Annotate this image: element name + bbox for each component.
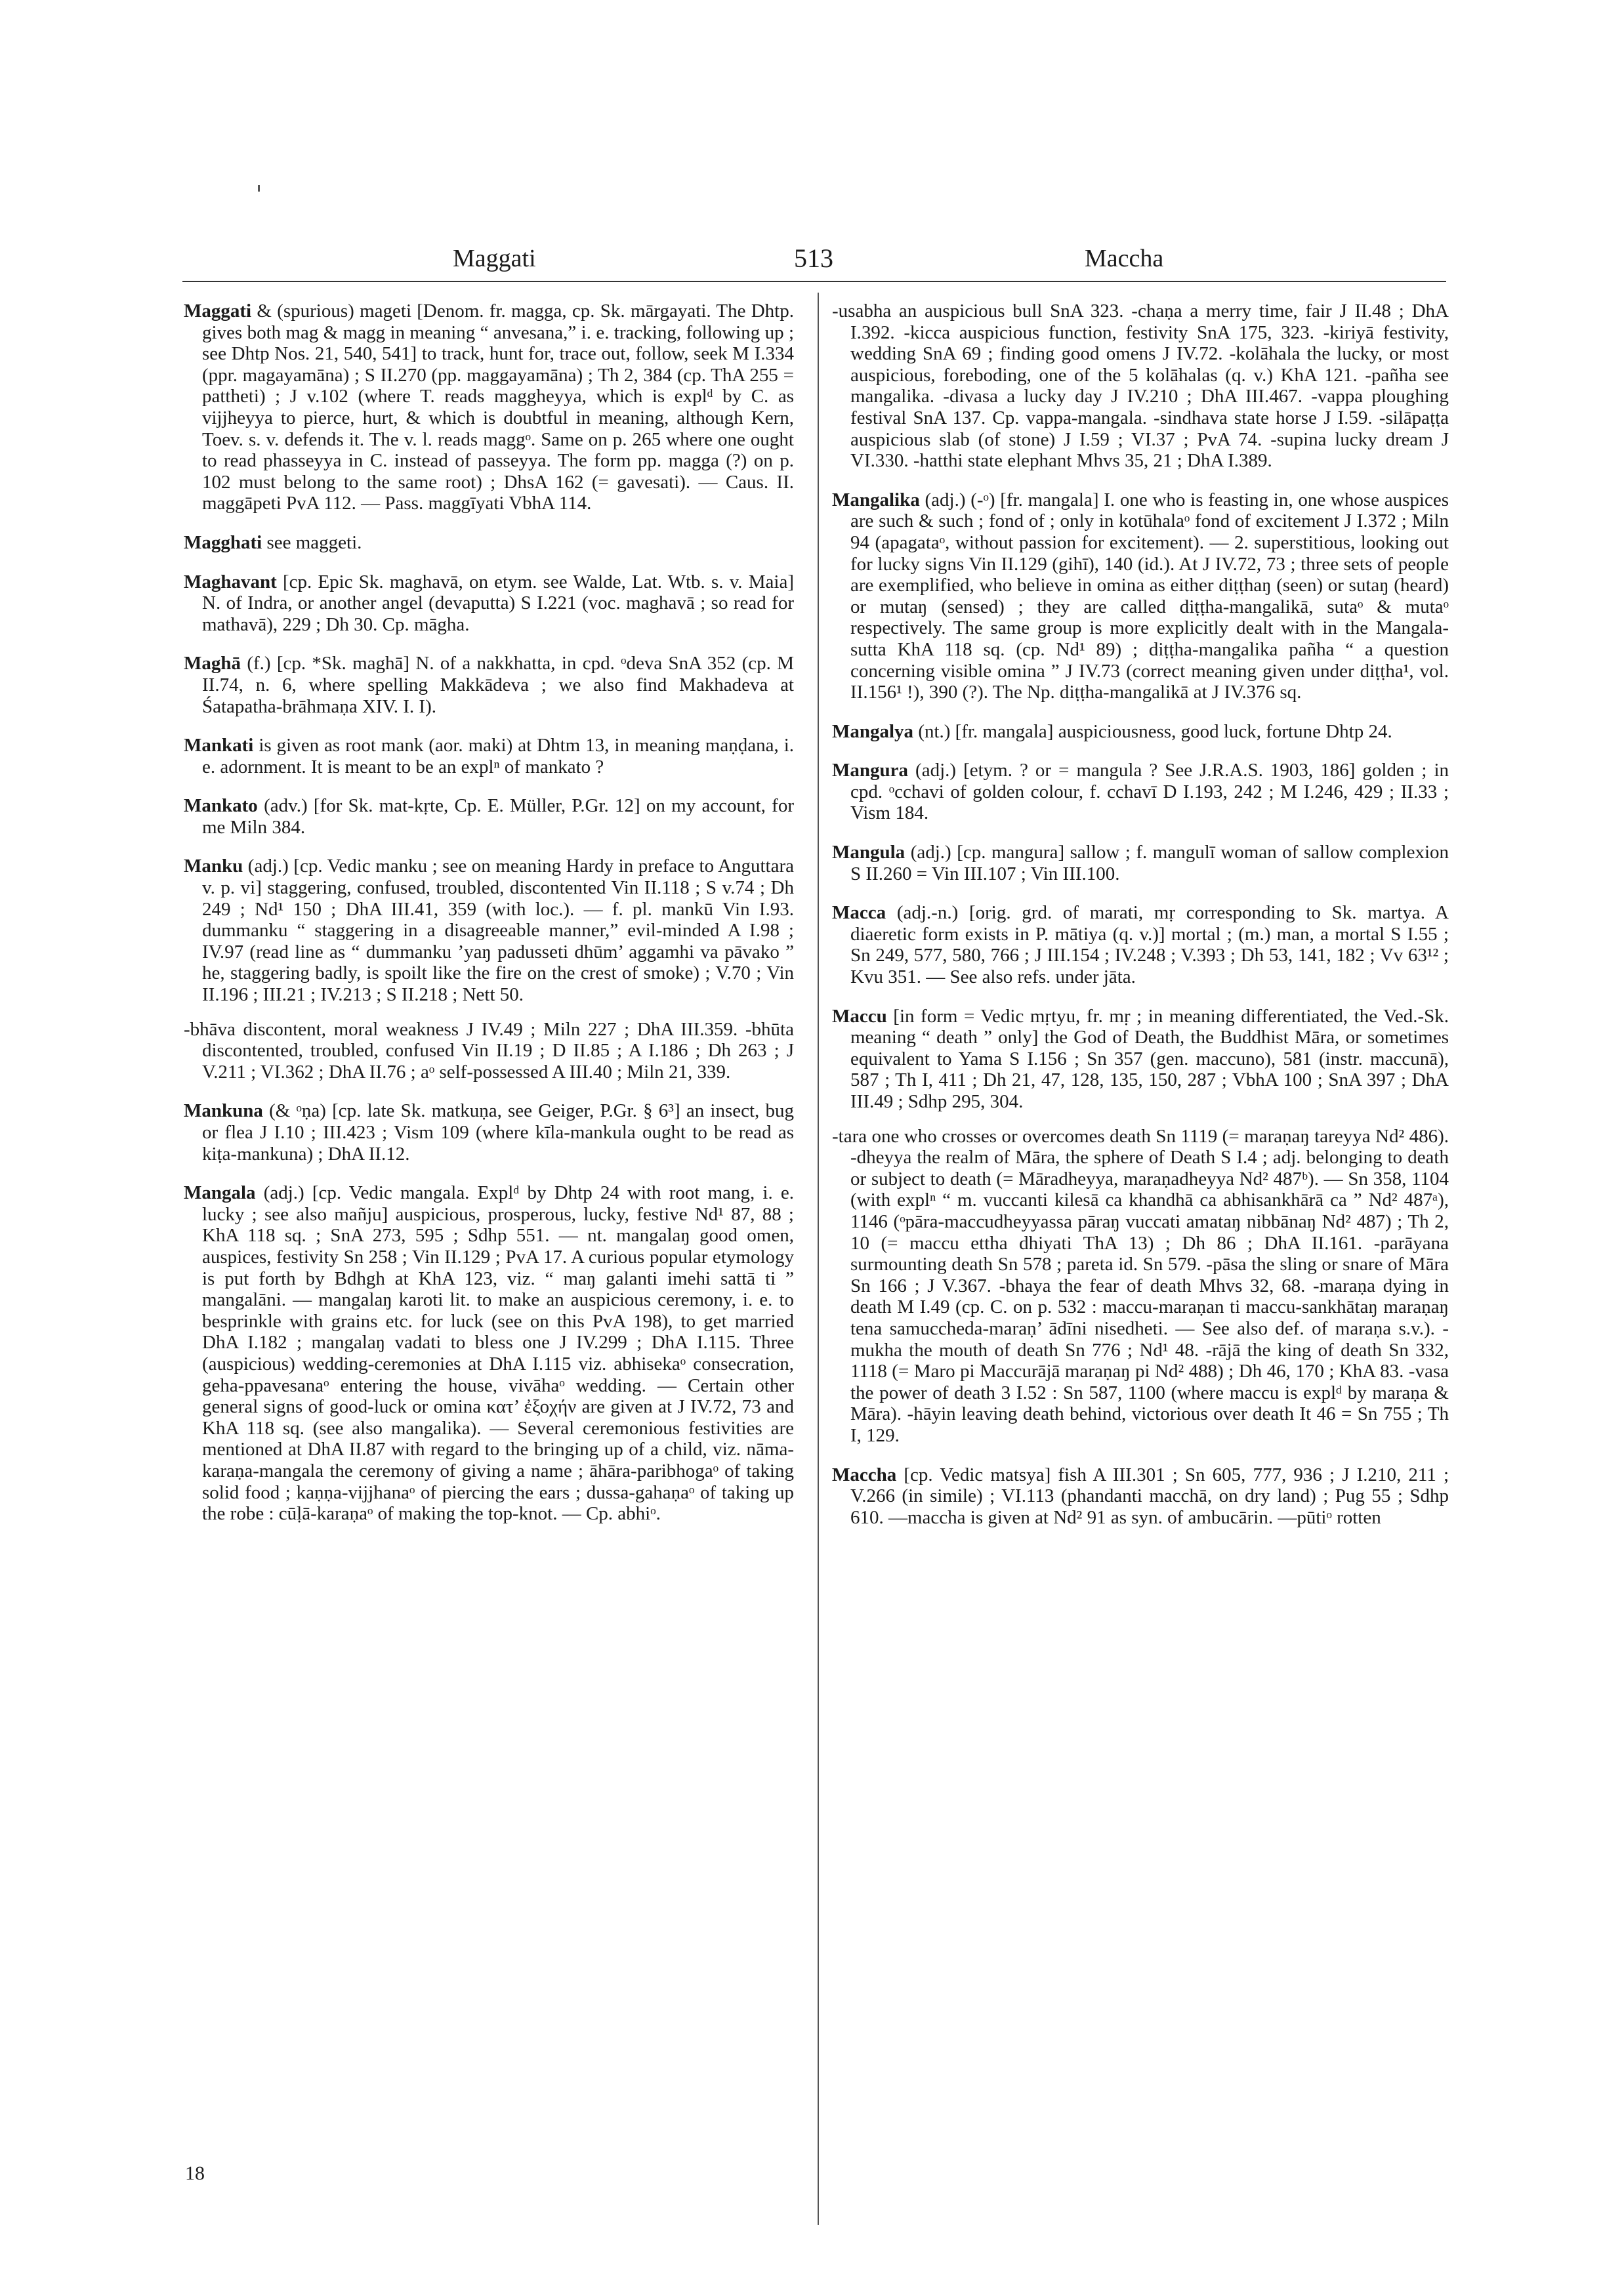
entry-text: (adj.-n.) [orig. grd. of marati, mṛ corresponding to Sk. martya. A diaeretic form exists in P. mātiya (q. v.)] mortal ; (m.) man, a mortal S I.55 ; Sn 249, 577, 580, 766 ; J III.154 ; IV.248 ; V.393 ; Dh 53, 141, 182 ; Vv 63¹² ; Kvu 351. — See also refs. under jāta. xyxy=(850,902,1449,988)
entry-text: (adj.) [cp. Vedic manku ; see on meaning Hardy in preface to Anguttara v. p. vi] staggering, confused, troubled, discontented Vin II.118 ; S v.74 ; Dh 249 ; Nd¹ 150 ; DhA III.41, 359 (with loc.). — f. pl. mankū Vin I.93. dummanku “ staggering in a disagreeable manner,” evil-minded A I.98 ; IV.97 (read line as “ dummanku ’yaŋ padusseti dhūm’ aggamhi va pāvako ” he, staggering badly, is spoilt like the fire on the crest of smoke) ; V.70 ; Vin II.196 ; III.21 ; IV.213 ; S II.218 ; Nett 50. xyxy=(202,856,794,1006)
headword: Mangalika xyxy=(832,489,920,510)
left-column xyxy=(184,300,794,1542)
headword: Maghavant xyxy=(184,571,277,592)
page-number: 513 xyxy=(794,243,833,273)
entry-mangalika xyxy=(832,489,1449,703)
entry-text: (adv.) [for Sk. mat-kṛte, Cp. E. Müller, P.Gr. 12] on my account, for me Miln 384. xyxy=(202,795,794,838)
entry-text: [cp. Vedic matsya] fish A III.301 ; Sn 605, 777, 936 ; J I.210, 211 ; V.266 (in simile) ; VI.113 (phandanti macchā, on dry land) ; Pug 55 ; Sdhp 610. —maccha is given at Nd² 91 as syn. of ambucārin. —pūtiᵒ rotten xyxy=(850,1464,1449,1528)
entry-mankuna xyxy=(184,1100,794,1165)
entry-text: [cp. Epic Sk. maghavā, on etym. see Walde, Lat. Wtb. s. v. Maia] N. of Indra, or another angel (devaputta) S I.221 (voc. maghavā ; so read for mathavā), 229 ; Dh 30. Cp. māgha. xyxy=(202,571,794,635)
entry-mankati xyxy=(184,735,794,777)
entry-text: (nt.) [fr. mangala] auspiciousness, good luck, fortune Dhtp 24. xyxy=(918,720,1392,742)
headword: Mankuna xyxy=(184,1100,263,1122)
headword: Mangura xyxy=(832,760,908,781)
entry-manku-compounds xyxy=(184,1019,794,1083)
headword: Maccha xyxy=(832,1464,897,1485)
headword: Macca xyxy=(832,902,886,924)
entry-text: (adj.) [etym. ? or = mangula ? See J.R.A.S. 1903, 186] golden ; in cpd. ᵒcchavi of golden colour, f. cchavī D I.193, 242 ; M I.246, 429 ; II.33 ; Vism 184. xyxy=(850,760,1449,824)
headword: Mankato xyxy=(184,795,258,817)
headword: Maggati xyxy=(184,300,252,321)
entry-maghavant xyxy=(184,571,794,636)
headword: Mankati xyxy=(184,735,254,756)
entry-manku xyxy=(184,856,794,1005)
entry-text: see maggeti. xyxy=(266,531,362,553)
headword: Maccu xyxy=(832,1005,887,1027)
entry-text: -usabha an auspicious bull SnA 323. -chaṇa a merry time, fair J II.48 ; DhA I.392. -kicca auspicious function, festivity SnA 175, 323. -kiriyā festivity, wedding SnA 69 ; finding good omens J IV.72. -kolāhala the lucky, or most auspicious, foreboding, one of the 5 kolāhalas (q. v.) KhA 121. -pañha see mangalika. -divasa a lucky day J IV.210 ; DhA III.467. -vappa ploughing festival SnA 137. Cp. vappa-mangala. -sindhava state horse J I.59. -silāpaṭṭa auspicious slab (of stone) J I.59 ; VI.37 ; PvA 74. -supina lucky dream J VI.330. -hatthi state elephant Mhvs 35, 21 ; DhA I.389. xyxy=(832,300,1449,472)
entry-text: -bhāva discontent, moral weakness J IV.49 ; Miln 227 ; DhA III.359. -bhūta discontented, troubled, confused Vin II.19 ; D II.85 ; A I.186 ; Dh 263 ; J V.211 ; VI.362 ; DhA II.76 ; aᵒ self-possessed A III.40 ; Miln 21, 339. xyxy=(184,1018,794,1083)
column-divider xyxy=(818,293,819,2225)
entry-text: (adj.) (-ᵒ) [fr. mangala] I. one who is feasting in, one whose auspices are such & such ; fond of ; only in kotūhalaᵒ fond of excitement J I.372 ; Miln 94 (apagataᵒ, without passion for excitement). — 2. superstitious, looking out for lucky signs Vin II.129 (gihī), 140 (id.). At J IV.72, 73 ; three sets of people are exemplified, who believe in omina as either diṭṭhaŋ (seen) or sutaŋ (heard) or mutaŋ (sensed) ; they are called diṭṭha-mangalikā, sutaᵒ & mutaᵒ respectively. The same group is more explicitly dealt with in the Mangala-sutta KhA 118 sq. (cp. Nd¹ 89) ; diṭṭha-mangalika pañha “ a question concerning visible omina ” J IV.73 (correct meaning given under diṭṭha¹, vol. II.156¹ !), 390 (?). The Np. diṭṭha-mangalikā at J IV.376 sq. xyxy=(850,489,1449,703)
entry-magha xyxy=(184,653,794,717)
running-head-left: Maggati xyxy=(453,245,536,272)
running-head-right: Maccha xyxy=(1085,245,1164,272)
entry-macca xyxy=(832,902,1449,987)
right-column xyxy=(832,300,1449,1546)
entry-mangula xyxy=(832,842,1449,884)
entry-mangura xyxy=(832,760,1449,824)
entry-text: (& ᵒṇa) [cp. late Sk. matkuṇa, see Geiger, P.Gr. § 6³] an insect, bug or flea J I.10 ; III.423 ; Vism 109 (where kīla-mankula ought to be read as kiṭa-mankuna) ; DhA II.12. xyxy=(202,1100,794,1165)
headword: Mangula xyxy=(832,842,906,863)
entry-mangalya xyxy=(832,721,1449,743)
entry-magghati xyxy=(184,532,794,554)
entry-maggati xyxy=(184,300,794,514)
signature-mark: 18 xyxy=(185,2162,205,2184)
entry-text: [in form = Vedic mṛtyu, fr. mṛ ; in meaning differentiated, the Ved.-Sk. meaning “ death ” only] the God of Death, the Buddhist Māra, or sometimes equivalent to Yama S I.156 ; Sn 357 (gen. maccuno), 581 (instr. maccunā), 587 ; Th I, 411 ; Dh 21, 47, 128, 135, 150, 287 ; VbhA 100 ; SnA 397 ; DhA III.49 ; Sdhp 295, 304. xyxy=(850,1005,1449,1112)
entry-maccu-compounds xyxy=(832,1126,1449,1447)
entry-maccu xyxy=(832,1006,1449,1113)
headword: Maghā xyxy=(184,653,241,674)
headword: Magghati xyxy=(184,531,262,553)
header-rule xyxy=(182,281,1446,282)
headword: Mangala xyxy=(184,1182,256,1204)
entry-maccha xyxy=(832,1464,1449,1529)
entry-text: (adj.) [cp. Vedic mangala. Explᵈ by Dhtp 24 with root mang, i. e. lucky ; see also mañju] auspicious, prosperous, lucky, festive Nd¹ 87, 88 ; KhA 118 sq. ; SnA 273, 595 ; Sdhp 551. — nt. mangalaŋ good omen, auspices, festivity Sn 258 ; Vin II.129 ; PvA 17. A curious popular etymology is put forth by Bdhgh at KhA 123, viz. “ maŋ galanti imehi sattā ti ” mangalāni. — mangalaŋ karoti lit. to make an auspicious ceremony, i. e. to besprinkle with grains etc. for luck (see on this PvA 198), to get married DhA I.182 ; mangalaŋ vadati to bless one J IV.299 ; DhA I.115. Three (auspicious) wedding-ceremonies at DhA I.115 viz. abhisekaᵒ consecration, geha-ppavesanaᵒ entering the house, vivāhaᵒ wedding. — Certain other general signs of good-luck or omina κατ’ ἐξοχήν are given at J IV.72, 73 and KhA 118 sq. (see also mangalika). — Several ceremonious festivities are mentioned at DhA II.87 with regard to the bringing up of a child, viz. nāma-karaṇa-mangala the ceremony of giving a name ; āhāra-paribhogaᵒ of taking solid food ; kaṇṇa-vijjhanaᵒ of piercing the ears ; dussa-gahaṇaᵒ of taking up the robe : cūḷā-karaṇaᵒ of making the top-knot. — Cp. abhiᵒ. xyxy=(202,1182,794,1525)
entry-mangala-compounds xyxy=(832,300,1449,472)
entry-text: -tara one who crosses or overcomes death Sn 1119 (= maraṇaŋ tareyya Nd² 486). -dheyya the realm of Māra, the sphere of Death S I.4 ; adj. belonging to death or subject to death (= Māradheyya, maraṇadheyya Nd² 487ᵇ). — Sn 358, 1104 (with explⁿ “ m. vuccanti kilesā ca khandhā ca abhisankhārā ca ” Nd² 487ᵃ), 1146 (ᵒpāra-maccudheyyassa pāraŋ vuccati amataŋ nibbānaŋ Nd² 487) ; Th 2, 10 (= maccu ettha dhiyati ThA 13) ; Dh 86 ; DhA II.161. -parāyana surmounting death Sn 578 ; pareta id. Sn 579. -pāsa the sling or snare of Māra Sn 166 ; J V.367. -bhaya the fear of death Mhvs 32, 68. -maraṇa dying in death M I.49 (cp. C. on p. 532 : maccu-maraṇan ti maccu-sankhātaŋ maraṇaŋ tena samuccheda-maraṇ’ ādīni nisedheti. — See also def. of maraṇa s.v.). -mukha the mouth of death Sn 776 ; Nd¹ 48. -rājā the king of death Sn 332, 1118 (= Maro pi Maccurājā maraṇaŋ pi Nd² 488) ; Dh 46, 170 ; KhA 83. -vasa the power of death 3 I.52 : Sn 587, 1100 (where maccu is explᵈ by maraṇa & Māra). -hāyin leaving death behind, victorious over death It 46 = Sn 755 ; Th I, 129. xyxy=(832,1125,1449,1446)
entry-text: (f.) [cp. *Sk. maghā] N. of a nakkhatta, in cpd. ᵒdeva SnA 352 (cp. M II.74, n. 6, where spelling Makkādeva ; we also find Makhadeva at Śatapatha-brāhmaṇa XIV. I. I). xyxy=(202,653,794,717)
entry-text: & (spurious) mageti [Denom. fr. magga, cp. Sk. mārgayati. The Dhtp. gives both mag & magg in meaning “ anvesana,” i. e. tracking, following up ; see Dhtp Nos. 21, 540, 541] to track, hunt for, trace out, follow, seek M I.334 (ppr. magayamāna) ; S II.270 (pp. maggayamāna) ; Th 2, 384 (cp. ThA 255 = pattheti) ; J v.102 (where T. reads maggheyya, which is explᵈ by C. as vijjheyya to pierce, hurt, & which is doubtful in meaning, although Kern, Toev. s. v. defends it. The v. l. reads maggᵒ. Same on p. 265 where one ought to read phasseyya in C. instead of passeyya. The form pp. magga (?) on p. 102 must belong to the same root) ; DhsA 162 (= gavesati). — Caus. II. maggāpeti PvA 112. — Pass. maggīyati VbhA 114. xyxy=(202,300,794,514)
entry-text: is given as root mank (aor. maki) at Dhtm 13, in meaning maṇḍana, i. e. adornment. It is meant to be an explⁿ of mankato ? xyxy=(202,735,794,777)
headword: Mangalya xyxy=(832,720,914,742)
entry-mankato xyxy=(184,795,794,838)
headword: Manku xyxy=(184,856,243,877)
entry-mangala xyxy=(184,1182,794,1525)
page-mark xyxy=(258,185,260,192)
entry-text: (adj.) [cp. mangura] sallow ; f. mangulī woman of sallow complexion S II.260 = Vin III.107 ; Vin III.100. xyxy=(850,842,1449,884)
